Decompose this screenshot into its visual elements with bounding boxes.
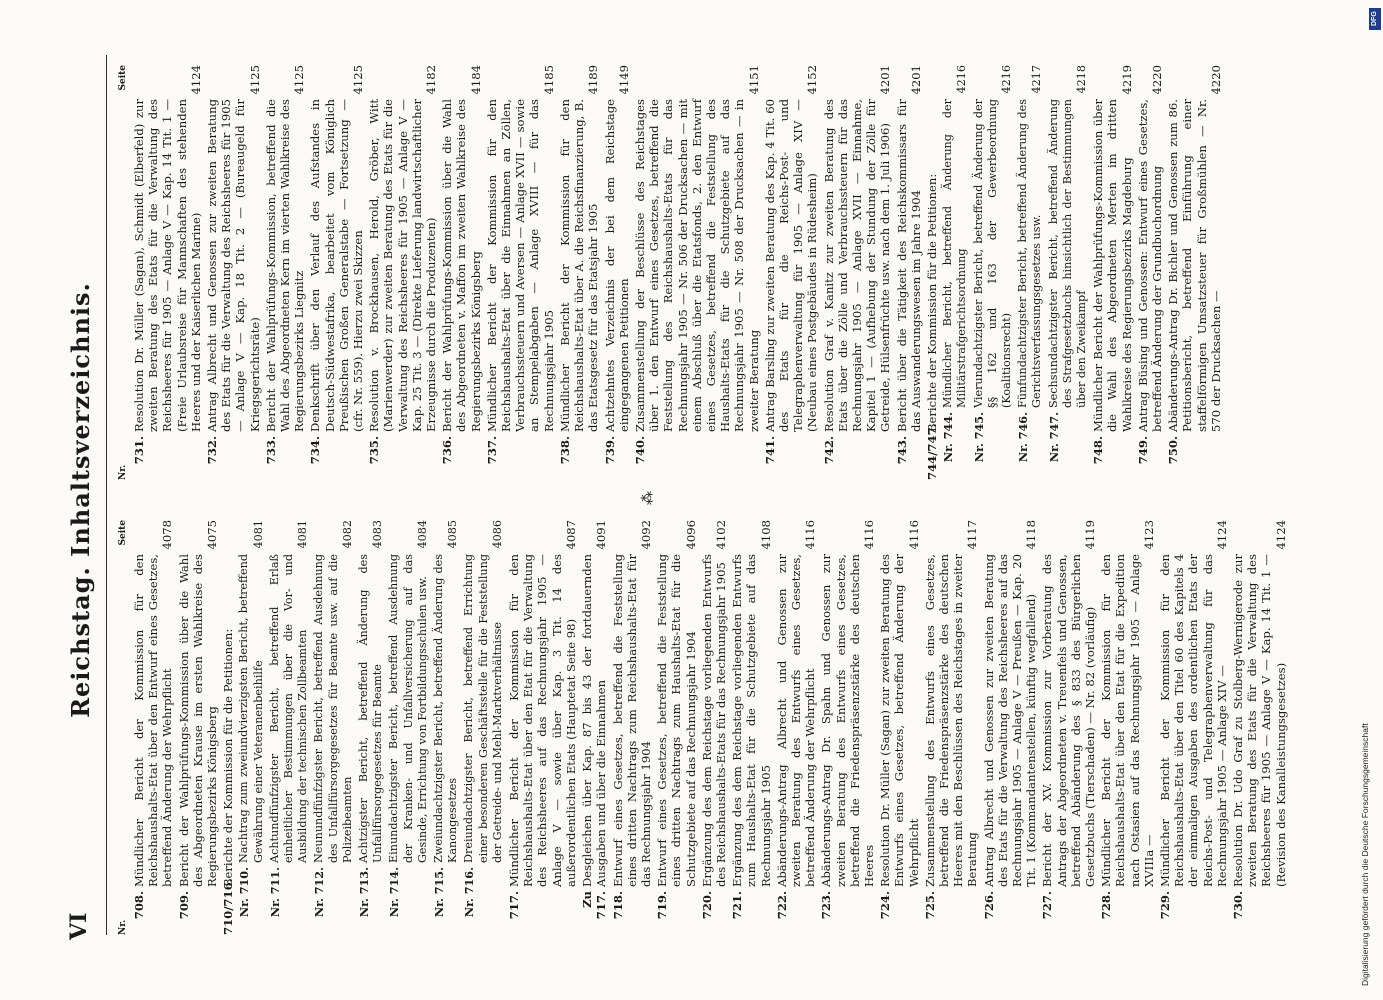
entry-text: Berichte der Kommission für die Petitionen: (924, 173, 939, 432)
entry-number: 709. (176, 891, 191, 920)
toc-entry (264, 65, 307, 480)
toc-entry (1166, 65, 1223, 480)
entry-text: Dreiundachtzigster Bericht, betreffend Errichtung einer besonderen Geschäftsstelle für die Feststellung der Getreide- und Mehl-Marktverhältnisse (462, 554, 504, 863)
left-entry-list (132, 520, 1288, 935)
toc-entry (878, 520, 921, 935)
entry-number: 723. (819, 891, 834, 920)
toc-entry (367, 65, 438, 480)
entry-page: 4185 (541, 65, 556, 95)
entry-number: Nr. 716. (462, 867, 477, 918)
entry-text: Abänderungs-Antrag Albrecht und Genossen zur zweiten Beratung des Entwurfs eines Gesetzes, betreffend Änderung der Wehrpflicht (774, 554, 818, 887)
toc-entry (730, 520, 773, 935)
entry-page: 4184 (468, 65, 483, 95)
toc-entry (237, 520, 265, 935)
right-column (118, 65, 1268, 480)
toc-entry (507, 520, 578, 935)
entry-number: 743. (894, 436, 909, 465)
toc-entry (387, 520, 430, 935)
toc-entry (357, 520, 385, 935)
entry-number: 729. (1158, 891, 1173, 920)
entry-number: 739. (602, 436, 617, 465)
entry-page: 4124 (188, 65, 203, 95)
toc-entry (205, 65, 262, 480)
toc-entry (308, 65, 365, 480)
entry-page: 4118 (1024, 520, 1039, 550)
entry-number: 738. (557, 436, 572, 465)
entry-page: 4149 (616, 65, 631, 95)
entry-number: 724. (878, 891, 893, 920)
toc-entry (1091, 65, 1134, 480)
entry-text: Fünfundachtzigster Bericht, betreffend Änderung des Gerichtsverfassungsgesetzes usw. (1016, 99, 1044, 408)
toc-entry (763, 65, 820, 480)
toc-entry (603, 65, 631, 480)
entry-page: 4096 (683, 520, 698, 550)
entry-number: 735. (367, 436, 382, 465)
entry-text: Achtzehntes Verzeichnis der bei dem Reichstage eingegangenen Petitionen (602, 99, 631, 432)
toc-entry (1136, 65, 1164, 480)
toc-entry (432, 520, 460, 935)
entry-number: 731. (132, 436, 146, 465)
toc-entry (462, 520, 505, 935)
entry-text: Zusammenstellung der Beschlüsse des Reichstages über 1. den Entwurf eines Gesetzes, betreffend die Feststellung des Reichshaushalts-Etats für das Rechnungsjahr 1905 — Nr. 506 der Drucksachen — mit einem Abschluß über die Etatsfonds, 2. den Entwurf eines Gesetzes, betreffend die Feststellung des Haushalts-Etats für die Schutzgebiete auf das Rechnungsjahr 1905 — Nr. 508 der Drucksachen — in zweiter Beratung (632, 99, 761, 432)
entry-number: Nr. 747. (1046, 412, 1061, 463)
entry-text: Nachtrag zum zweiundvierzigsten Bericht, betreffend Gewährung einer Veteranenbeihilfe (237, 554, 265, 863)
seite-label: Seite (118, 520, 128, 546)
entry-number: 727. (1040, 891, 1055, 920)
entry-page: 4086 (490, 520, 504, 549)
toc-entry (177, 520, 220, 935)
entry-number: Nr. 710. (237, 867, 252, 918)
entry-page: 4081 (296, 520, 310, 549)
toc-entry (221, 520, 235, 935)
entry-text: Mündlicher Bericht der Kommission für den Reichshaushalts-Etat über den Titel 60 des Kapitels 4 der einmaligen Ausgaben des ordentlichen Etats der Reichs-Post- und Telegraphenverwaltung für das Rechnungsjahr 1905 — Anlage XIV — (1158, 554, 1229, 887)
header-rule (106, 55, 107, 935)
toc-entry (775, 520, 818, 935)
toc-entry (1016, 65, 1044, 480)
entry-number: 750. (1166, 436, 1181, 465)
toc-entry (633, 65, 761, 480)
entry-text: Neunundfünfzigster Bericht, betreffend Ausdehnung des Unfallfürsorgegesetzes für Beamte usw. auf die Polizeibeamten (312, 554, 354, 863)
entry-number: Nr. 715. (432, 867, 447, 918)
entry-number: 749. (1135, 436, 1150, 465)
entry-number: Nr. 712. (312, 867, 327, 918)
entry-text: Mündlicher Bericht, betreffend Änderung der Militärstrafgerichtsordnung (941, 99, 969, 408)
entry-number: 720. (699, 891, 714, 920)
entry-text: Sechsundachtzigster Bericht, betreffend Änderung des Strafgesetzbuchs hinsichtlich der Bestimmungen über den Zweikampf (1046, 99, 1088, 408)
entry-number: 728. (1099, 891, 1114, 920)
entry-text: Antrag Büsing und Genossen: Entwurf eines Gesetzes, betreffend Änderung der Grundbuchordnung (1135, 99, 1165, 432)
toc-entry (485, 65, 556, 480)
dfg-logo: DFG (1369, 8, 1381, 30)
entry-page: 4117 (965, 520, 980, 550)
left-column-header (118, 520, 132, 935)
entry-page: 4182 (424, 65, 439, 95)
entry-page: 4124 (1273, 520, 1288, 550)
toc-entry (700, 520, 728, 935)
entry-text: Berichte der Kommission für die Petitionen: (221, 628, 236, 887)
entry-page: 4189 (586, 65, 601, 95)
entry-number: Zu 717. (580, 891, 609, 920)
entry-number: 733. (263, 436, 278, 465)
entry-page: 4218 (1075, 65, 1088, 94)
entry-text: Antrag Albrecht und Genossen zur zweiten Beratung des Etats für die Verwaltung des Reichsheeres für 1905 — Anlage V — Kap. 18 Tit. 2 — (Bureaugeld für Kriegsgerichtsräte) (205, 99, 262, 432)
entry-text: Entwurf eines Gesetzes, betreffend die Feststellung eines dritten Nachtrags zum Haushalts-Etat für die Schutzgebiete auf das Rechnungsjahr 1904 (655, 554, 698, 887)
entry-number: 725. (922, 891, 937, 920)
nr-label: Nr. (118, 919, 128, 935)
entry-page: 4087 (563, 520, 578, 550)
entry-page: 4125 (351, 65, 366, 95)
entry-page: 4151 (746, 65, 761, 95)
entry-number: Nr. 711. (267, 867, 282, 918)
entry-page: 4201 (878, 65, 893, 95)
toc-entry (925, 65, 939, 480)
entry-number: 734. (308, 436, 323, 465)
entry-text: Ergänzung des dem Reichstage vorliegenden Entwurfs des Reichshaushalts-Etats für das Rechnungsjahr 1905 (699, 554, 728, 887)
column-ornament: ⁂ (640, 491, 656, 505)
entry-text: Abänderungs-Antrag Dr. Spahn und Genossen zur zweiten Beratung des Entwurfs eines Gesetzes, betreffend die Friedenspräsenzstärke des deutschen Heeres (819, 554, 876, 887)
entry-page: 4078 (160, 520, 175, 550)
entry-text: Abänderungs-Antrag Dr. Bichler und Genossen zum 86. Petitionsbericht, betreffend Einführung einer staffelförmigen Umsatzsteuer für Großmühlen — Nr. 570 der Drucksachen — (1166, 99, 1223, 432)
entry-text: Resolution Dr. Udo Graf zu Stolberg-Wernigerode zur zweiten Beratung des Etats für die Verwaltung des Reichsheeres für 1905 — Anlage V — Kap. 14 Tit. 1 — (Revision des Kanalleistungsgesetzes) (1231, 554, 1288, 887)
toc-entry (1231, 520, 1288, 935)
entry-number: 742. (821, 436, 836, 465)
entry-number: Nr. 746. (1016, 412, 1031, 463)
toc-entry (1047, 65, 1090, 480)
toc-entry (895, 65, 923, 480)
entry-page: 4102 (713, 520, 728, 550)
entry-page: 4084 (415, 520, 429, 549)
toc-entry (440, 65, 483, 480)
entry-page: 4124 (1214, 520, 1229, 550)
seite-label: Seite (118, 65, 128, 91)
entry-text: Resolution Dr. Müller (Sagan), Schmidt (Elberfeld) zur zweiten Beratung des Etats für die Verwaltung des Reichsheeres für 1905 — Anlage V — Kap. 14 Tit. 1 — (Freie Urlaubsreise für Mannschaften des stehenden Heeres und der Kaiserlichen Marine) (132, 99, 203, 432)
left-column (118, 520, 1288, 935)
entry-page: 4081 (251, 520, 265, 549)
toc-entry (923, 520, 980, 935)
entry-number: 737. (484, 436, 499, 465)
entry-page: 4123 (1141, 520, 1156, 550)
toc-entry (132, 65, 203, 480)
toc-entry (611, 520, 654, 935)
entry-page: 4108 (758, 520, 773, 550)
entry-number: 718. (610, 891, 625, 920)
toc-entry (268, 520, 311, 935)
entry-page: 4220 (1208, 65, 1223, 95)
entry-text: Bericht über die Tätigkeit des Reichskommissars für das Auswanderungswesen im Jahre 1904 (894, 99, 923, 432)
entry-text: Achtzigster Bericht, betreffend Änderung des Unfallfürsorgegesetzes für Beamte (357, 554, 385, 863)
entry-page: 4201 (908, 65, 923, 95)
entry-page: 4083 (371, 520, 385, 549)
entry-page: 4220 (1150, 65, 1165, 95)
entry-page: 4216 (955, 65, 969, 94)
toc-entry (1040, 520, 1097, 935)
toc-entry (941, 65, 969, 480)
entry-number: 740. (632, 436, 647, 465)
toc-entry (982, 520, 1039, 935)
credit-text: Digitalisierung gefördert durch die Deutsche Forschungsgemeinschaft (1360, 723, 1370, 986)
entry-number: 708. (132, 891, 146, 920)
entry-number: Nr. 744. (941, 412, 956, 463)
entry-number: 722. (774, 891, 789, 920)
entry-number: 736. (440, 436, 455, 465)
entry-number: Nr. 745. (971, 412, 986, 463)
entry-number: Nr. 714. (387, 867, 402, 918)
toc-entry (312, 520, 355, 935)
entry-number: 719. (655, 891, 670, 920)
entry-page: 4152 (805, 65, 820, 95)
entry-number: Nr. 713. (357, 867, 372, 918)
entry-text: Resolution v. Brockhausen, Herold, Gröber, Witt (Marienwerder) zur zweiten Beratung des Etats für die Verwaltung des Reichsheeres für 1905 — Anlage V — Kap. 25 Tit. 3 — (Direkte Lieferung landwirtschaftlicher Erzeugnisse durch die Produzenten) (367, 99, 439, 432)
entry-text: Entwurf eines Gesetzes, betreffend die Feststellung eines dritten Nachtrags zum Reichshaushalts-Etat für das Rechnungsjahr 1904 (610, 554, 653, 887)
entry-text: Ergänzung des dem Reichstage vorliegenden Entwurfs zum Haushalts-Etat für die Schutzgebiete auf das Rechnungsjahr 1905 (730, 554, 773, 887)
entry-page: 4091 (594, 520, 609, 550)
entry-text: Resolution Graf v. Kanitz zur zweiten Beratung des Etats über die Zölle und Verbrauchssteuern für das Rechnungsjahr 1905 — Anlage XVII — Einnahme, Kapitel 1 — (Aufhebung der Stundung der Zölle für Getreide, Hülsenfrüchte usw. nach dem 1. Juli 1906) (821, 99, 893, 432)
entry-number: 748. (1091, 436, 1106, 465)
entry-text: Mündlicher Bericht der Kommission für den Reichshaushalts-Etat über den Entwurf eines Gesetzes, betreffend Änderung der Wehrpflicht (132, 554, 175, 887)
toc-entry (819, 520, 876, 935)
nr-label: Nr. (118, 464, 128, 480)
entry-text: Antrag Barsling zur zweiten Beratung des Kap. 4 Tit. 60 des Etats für die Reichs-Post- und Telegraphenverwaltung für 1905 — Anlage XIV — (Neubau eines Postgebäudes in Rüdesheim) (762, 99, 820, 432)
entry-page: 4082 (340, 520, 354, 549)
entry-page: 4075 (205, 520, 220, 550)
entry-number: 744/747. (924, 423, 939, 480)
digitization-credit (1350, 0, 1383, 1000)
entry-text: Mündlicher Bericht der Kommission für den Reichshaushalts-Etat über die Einnahmen an Zöllen, Verbrauchssteuern und Aversen — Anlage XVII — sowie an Stempelabgaben — Anlage XVIII — für das Rechnungsjahr 1905 (484, 99, 556, 432)
entry-text: Mündlicher Bericht der Kommission für den Reichshaushalts-Etat über den Etat für die Verwaltung des Reichsheeres auf das Rechnungsjahr 1905 — Anlage V — sowie über Kap. 3 Tit. 14 des außerordentlichen Etats (Hauptetat Seite 98) (507, 554, 578, 887)
entry-page: 4219 (1119, 65, 1134, 95)
toc-entry (558, 65, 601, 480)
entry-number: 741. (762, 436, 777, 465)
entry-text: Einundachtzigster Bericht, betreffend Ausdehnung der Kranken- und Unfallversicherung auf das Gesinde, Errichtung von Fortbildungsschulen usw. (387, 554, 429, 863)
entry-text: Mündlicher Bericht der Kommission für den Reichshaushalts-Etat über den Etat für die Expedition nach Ostasien auf das Rechnungsjahr 1905 — Anlage XVIIIa — (1099, 554, 1156, 887)
toc-entry (972, 65, 1015, 480)
entry-text: Antrag Albrecht und Genossen zur zweiten Beratung des Etats für die Verwaltung des Reichsheeres auf das Rechnungsjahr 1905 — Anlage V — Preußen — Kap. 20 Tit. 1 (Kommandantenstellen, künftig wegfallend) (981, 554, 1039, 887)
entry-page: 4216 (999, 65, 1013, 94)
entry-text: Bericht der Wahlprüfungs-Kommission über die Wahl des Abgeordneten v. Maffon im zweiten Wahlkreise des Regierungsbezirks Königsberg (440, 99, 483, 432)
toc-entry (580, 520, 608, 935)
entry-page: 4125 (247, 65, 262, 95)
entry-number: 726. (981, 891, 996, 920)
entry-page: 4085 (446, 520, 460, 549)
entry-text: Resolution Dr. Müller (Sagan) zur zweiten Beratung des Entwurfs eines Gesetzes, betreffend Änderung der Wehrpflicht (878, 554, 921, 887)
entry-number: 710/716. (221, 878, 236, 935)
right-column-header (118, 65, 132, 480)
toc-entry (822, 65, 893, 480)
entry-number: 717. (507, 891, 522, 920)
entry-page: 4092 (638, 520, 653, 550)
entry-text: Zweiundachtzigster Bericht, betreffend Änderung des Kanongesetzes (432, 554, 460, 863)
toc-entry (132, 520, 175, 935)
entry-text: Bericht der Wahlprüfungs-Kommission, betreffend die Wahl des Abgeordneten Kern im vierten Wahlkreise des Regierungsbezirks Liegnitz (263, 99, 307, 432)
entry-page: 4119 (1083, 520, 1097, 550)
entry-page: 4217 (1030, 65, 1044, 94)
entry-page: 4116 (803, 520, 818, 550)
entry-text: Mündlicher Bericht der Kommission für den Reichshaushalts-Etat über A. die Reichsfinanzierung, B. das Etatsgesetz für das Etatsjahr 1905 (557, 99, 601, 432)
entry-number: 732. (205, 436, 220, 465)
page-number: VI (66, 912, 92, 940)
entry-page: 4125 (292, 65, 307, 95)
entry-text: Bericht der XV. Kommission zur Vorberatung des Antrags der Abgeordneten v. Treuenfels und Genossen, betreffend Abänderung des § 833 des Bürgerlichen Gesetzbuchs (Tierschaden) — Nr. 82 (vorläufig) (1040, 554, 1097, 887)
entry-text: Desgleichen über Kap. 87 bis 43 der fortdauernden Ausgaben und über die Einnahmen (580, 554, 609, 887)
entry-text: Zusammenstellung des Entwurfs eines Gesetzes, betreffend die Friedenspräsenzstärke des deutschen Heeres mit den Beschlüssen des Reichstages in zweiter Beratung (922, 554, 980, 887)
entry-text: Achtundfünfzigster Bericht, betreffend Erlaß einheitlicher Bestimmungen über die Vor- und Ausbildung der technischen Zollbeamten (267, 554, 310, 863)
toc-entry (1099, 520, 1156, 935)
entry-page: 4116 (861, 520, 876, 550)
entry-text: Vierundachtzigster Bericht, betreffend Änderung der §§ 162 und 163 der Gewerbeordnung (Koalitionsrecht) (971, 99, 1013, 408)
entry-text: Denkschrift über den Verlauf des Aufstandes in Deutsch-Südwestafrika, bearbeitet vom Königlich Preußischen Großen Generalstabe — Fortsetzung — (cfr. Nr. 559). Hierzu zwei Skizzen (308, 99, 366, 432)
toc-entry (655, 520, 698, 935)
entry-number: 721. (730, 891, 745, 920)
entry-text: Bericht der Wahlprüfungs-Kommission über die Wahl des Abgeordneten Krause im ersten Wahlkreise des Regierungsbezirks Königsberg (176, 554, 220, 887)
entry-number: 730. (1231, 891, 1246, 920)
right-entry-list (132, 65, 1223, 480)
entry-text: Mündlicher Bericht der Wahlprüfungs-Kommission über die Wahl des Abgeordneten Merten im dritten Wahlkreise des Regierungsbezirks Magdeburg (1091, 99, 1134, 432)
toc-entry (1158, 520, 1229, 935)
page-title: Reichstag. Inhaltsverzeichnis. (66, 282, 95, 718)
entry-page: 4116 (906, 520, 921, 550)
